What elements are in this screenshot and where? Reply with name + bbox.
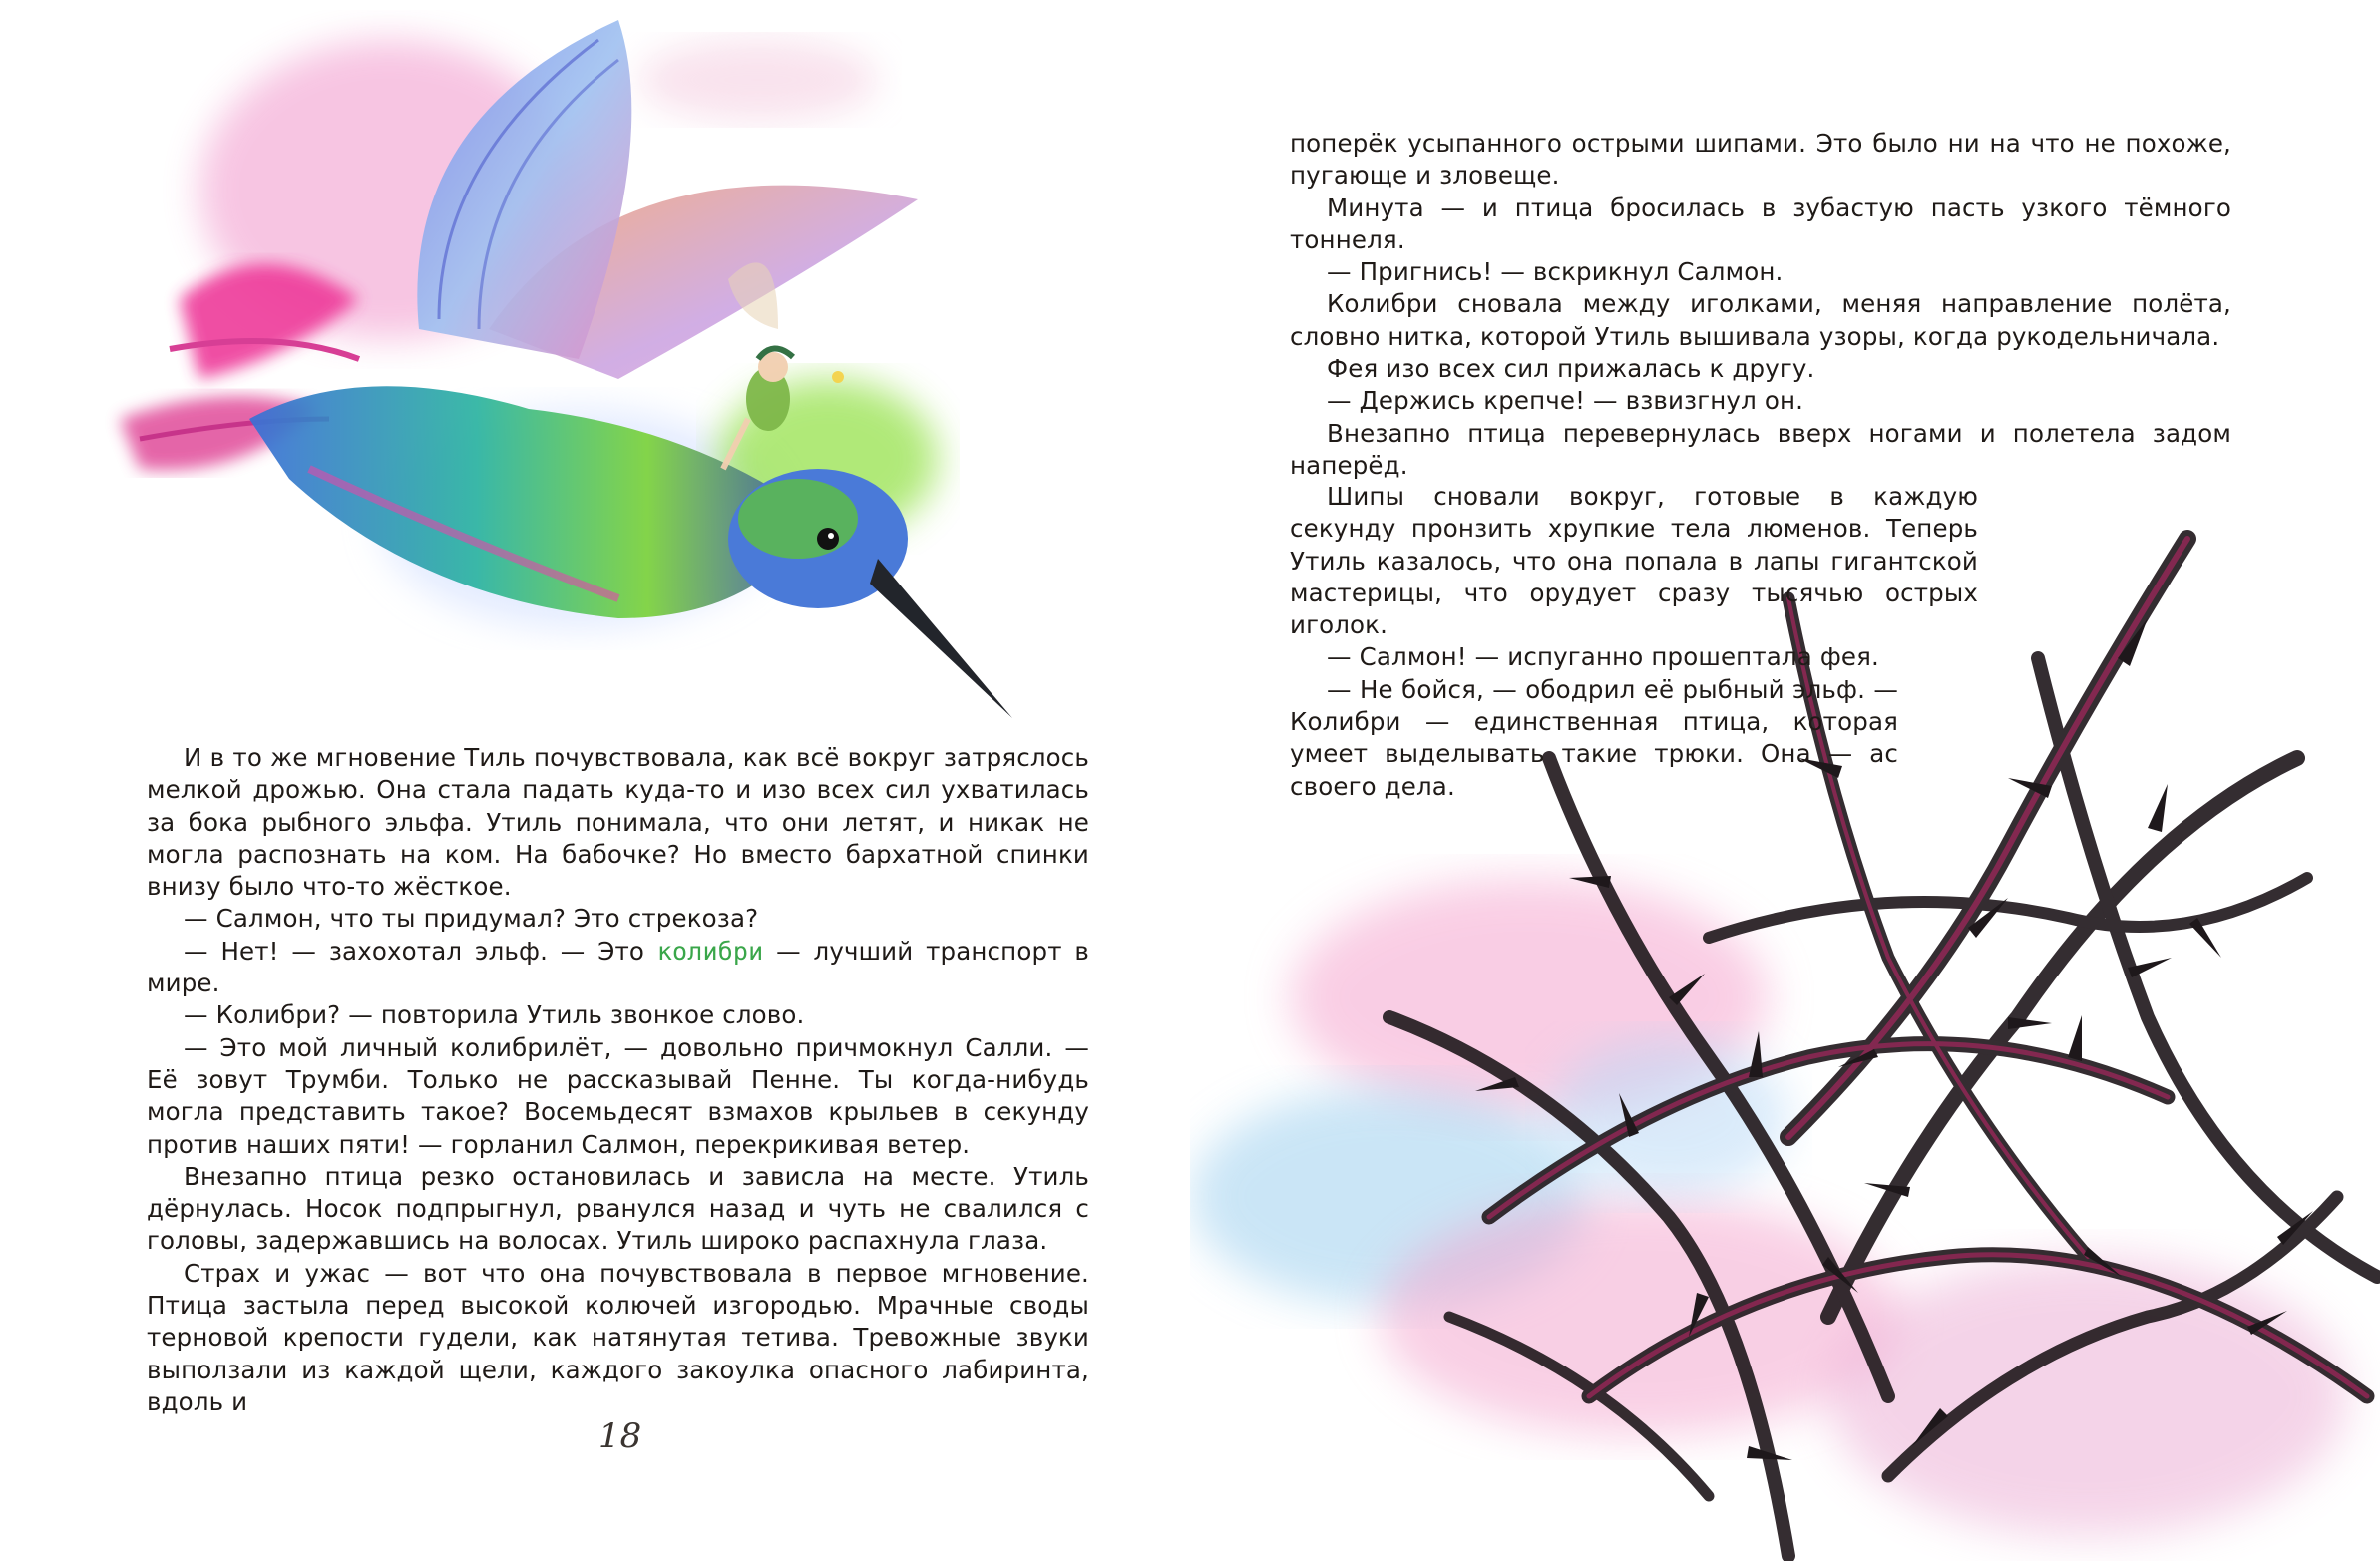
paragraph: Колибри сновала между иголками, меняя направление полёта, словно нитка, которой Утиль вышивала узоры, когда рукодельничала. <box>1290 289 2231 351</box>
page-number: 18 <box>598 1416 642 1456</box>
paragraph <box>147 999 1089 1031</box>
right-text-narrow <box>1290 481 1988 803</box>
highlighted-word: колибри <box>656 936 764 966</box>
text-run: И в то же мгновение Тиль почувствовала, как всё вокруг затряслось мелкой дрожью. Она стала падать куда-то и изо всех сил ухватилась за бока рыбного эльфа. Утиль понимала, что они летят, и никак не могла распознать на ком. На бабочке? Но вместо бархатной спинки внизу было что-то жёсткое. <box>147 743 1089 902</box>
text-run: — лучший транспорт в мире. <box>147 936 1089 998</box>
right-text-wide <box>1290 128 2231 482</box>
left-text <box>147 742 1089 1418</box>
paragraph: — Держись крепче! — взвизгнул он. <box>1327 386 1804 416</box>
text-run: Страх и ужас — вот что она почувствовала в первое мгновение. Птица застыла перед высокой колючей изгородью. Мрачные своды терновой крепости гудели, как натянутая тетива. Тревожные звуки выползали из каждой щели, каждого закоулка опасного лабиринта, вдоль и <box>147 1258 1089 1416</box>
paragraph: — Пригнись! — вскрикнул Салмон. <box>1327 257 1784 287</box>
paragraph: Внезапно птица перевернулась вверх ногами и полетела задом наперёд. <box>1290 418 2231 480</box>
text-run: — Салмон, что ты придумал? Это стрекоза? <box>184 904 759 934</box>
hummingbird-illustration <box>60 0 1017 738</box>
paragraph <box>147 1032 1089 1161</box>
text-run: — Колибри? — повторила Утиль звонкое слово. <box>184 1000 805 1030</box>
paragraph: поперёк усыпанного острыми шипами. Это было ни на что не похоже, пугающе и зловеще. <box>1290 129 2231 191</box>
right-page <box>1190 0 2380 1561</box>
paragraph: Минута — и птица бросилась в зубастую пасть узкого тёмного тоннеля. <box>1290 193 2231 254</box>
paragraph: — Салмон! — испуганно прошептала фея. <box>1327 642 1879 672</box>
paragraph <box>147 1258 1089 1418</box>
paragraph: Шипы сновали вокруг, готовые в каждую секунду пронзить хрупкие тела люменов. Теперь Утиль казалось, что она попала в лапы гигантской мастерицы, что орудует сразу тысячью острых иголок. <box>1290 482 1978 640</box>
beak <box>870 559 1012 718</box>
paragraph <box>147 742 1089 903</box>
text-run: — Это мой личный колибрилёт, — довольно причмокнул Салли. — Её зовут Трумби. Только не рассказывай Пенне. Ты когда-нибудь могла представить такое? Восемьдесят взмахов крыльев в секунду против наших пяти! — горланил Салмон, перекрикивая ветер. <box>147 1032 1089 1159</box>
paragraph <box>147 1161 1089 1258</box>
text-run: — Нет! — захохотал эльф. — Это <box>184 936 657 966</box>
paragraph <box>147 936 1089 1000</box>
paragraph: Фея изо всех сил прижалась к другу. <box>1327 354 1815 384</box>
text-run: Внезапно птица резко остановилась и зависла на месте. Утиль дёрнулась. Носок подпрыгнул, рванулся назад и чуть не свалился с головы, задержавшись на волосах. Утиль широко распахнула глаза. <box>147 1161 1089 1256</box>
paragraph <box>147 903 1089 935</box>
paragraph: — Не бойся, — ободрил её рыбный эльф. — Колибри — единственная птица, которая умеет выделывать такие трюки. Она — ас своего дела. <box>1290 674 1898 801</box>
